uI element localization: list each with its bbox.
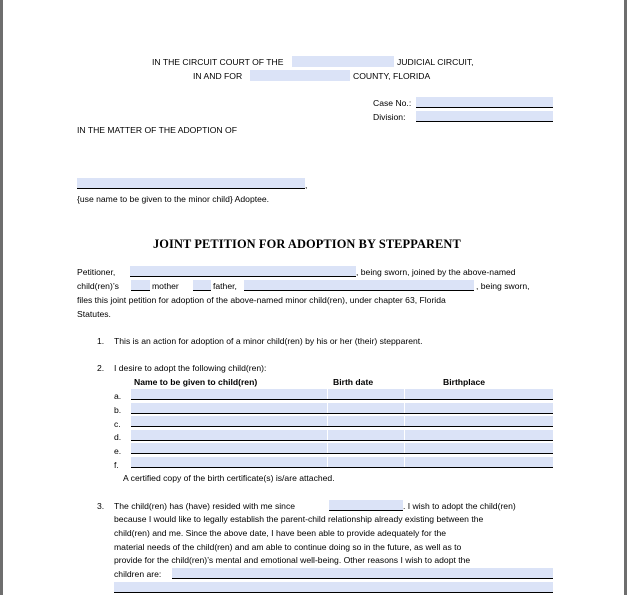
father-checkbox[interactable] (193, 280, 211, 291)
mother-checkbox[interactable] (131, 280, 150, 291)
item2-number: 2. (97, 363, 105, 373)
other-reasons-field-2[interactable] (114, 582, 553, 593)
page-left-edge (0, 0, 3, 595)
court-line-prefix: IN THE CIRCUIT COURT OF THE (152, 57, 284, 67)
being-sworn-joined: , being sworn, joined by the above-named (356, 267, 516, 277)
adoptee-name-field[interactable] (77, 178, 308, 190)
document-title: JOINT PETITION FOR ADOPTION BY STEPPARENT (153, 237, 461, 251)
row-label-a: a. (114, 391, 122, 401)
column-header-birthplace: Birthplace (443, 377, 486, 387)
parent-name-field[interactable] (244, 280, 474, 291)
petition-line-4: Statutes. (77, 309, 111, 319)
child-row-f[interactable] (131, 457, 553, 468)
judicial-circuit-field[interactable] (292, 56, 394, 67)
item3-line-2: child(ren) and me. Since the above date, I have been able to provide adequately for the (114, 528, 447, 538)
being-sworn-end: , being sworn, (476, 281, 530, 291)
division-label: Division: (373, 112, 406, 122)
mother-label: mother (152, 281, 179, 291)
column-header-birth-date: Birth date (333, 377, 374, 387)
item3-line-4: provide for the child(ren)’s mental and emotional well-being. Other reasons I wish to adopt the (114, 555, 471, 565)
matter-label: IN THE MATTER OF THE ADOPTION OF (77, 125, 237, 135)
child-row-a[interactable] (131, 389, 553, 400)
child-row-e[interactable] (131, 443, 553, 454)
children-are-label: children are: (114, 569, 162, 579)
county-line-suffix: COUNTY, FLORIDA (353, 71, 431, 81)
item3-number: 3. (97, 501, 105, 511)
county-line-prefix: IN AND FOR (193, 71, 243, 81)
item3-line-3: material needs of the child(ren) and am able to continue doing so in the future, as well as to (114, 542, 462, 552)
child-row-c[interactable] (131, 416, 553, 427)
item3-prefix: The child(ren) has (have) resided with me since (114, 501, 296, 511)
childrens-label: child(ren)’s (77, 281, 119, 291)
row-label-d: d. (114, 432, 122, 442)
column-header-name: Name to be given to child(ren) (134, 377, 258, 387)
case-no-field[interactable] (416, 97, 553, 108)
county-field[interactable] (250, 70, 350, 81)
adoptee-note: {use name to be given to the minor child} Adoptee. (77, 194, 270, 204)
child-row-d[interactable] (131, 430, 553, 441)
item3-line-1: because I would like to legally establish the parent-child relationship already existing between the (114, 514, 484, 524)
father-label: father, (213, 281, 237, 291)
adoptee-comma: , (305, 180, 308, 190)
child-row-b[interactable] (131, 403, 553, 414)
row-label-b: b. (114, 405, 122, 415)
item3-suffix: . I wish to adopt the child(ren) (403, 501, 516, 511)
certified-copy-note: A certified copy of the birth certificate(s) is/are attached. (123, 473, 335, 483)
division-field[interactable] (416, 111, 553, 122)
row-label-c: c. (114, 419, 121, 429)
court-line-suffix: JUDICIAL CIRCUIT, (397, 57, 474, 67)
other-reasons-field-1[interactable] (172, 568, 553, 579)
resided-since-date-field[interactable] (329, 500, 403, 511)
row-label-e: e. (114, 446, 122, 456)
case-no-label: Case No.: (373, 98, 412, 108)
item1-text: This is an action for adoption of a minor child(ren) by his or her (their) stepparent. (114, 336, 423, 346)
row-label-f: f. (114, 460, 119, 470)
item1-number: 1. (97, 336, 105, 346)
petitioner-label: Petitioner, (77, 267, 116, 277)
petitioner-name-field[interactable] (130, 266, 356, 277)
item2-text: I desire to adopt the following child(ren): (114, 363, 267, 373)
petition-line-3: files this joint petition for adoption of the above-named minor child(ren), under chapter 63, Florida (77, 295, 446, 305)
